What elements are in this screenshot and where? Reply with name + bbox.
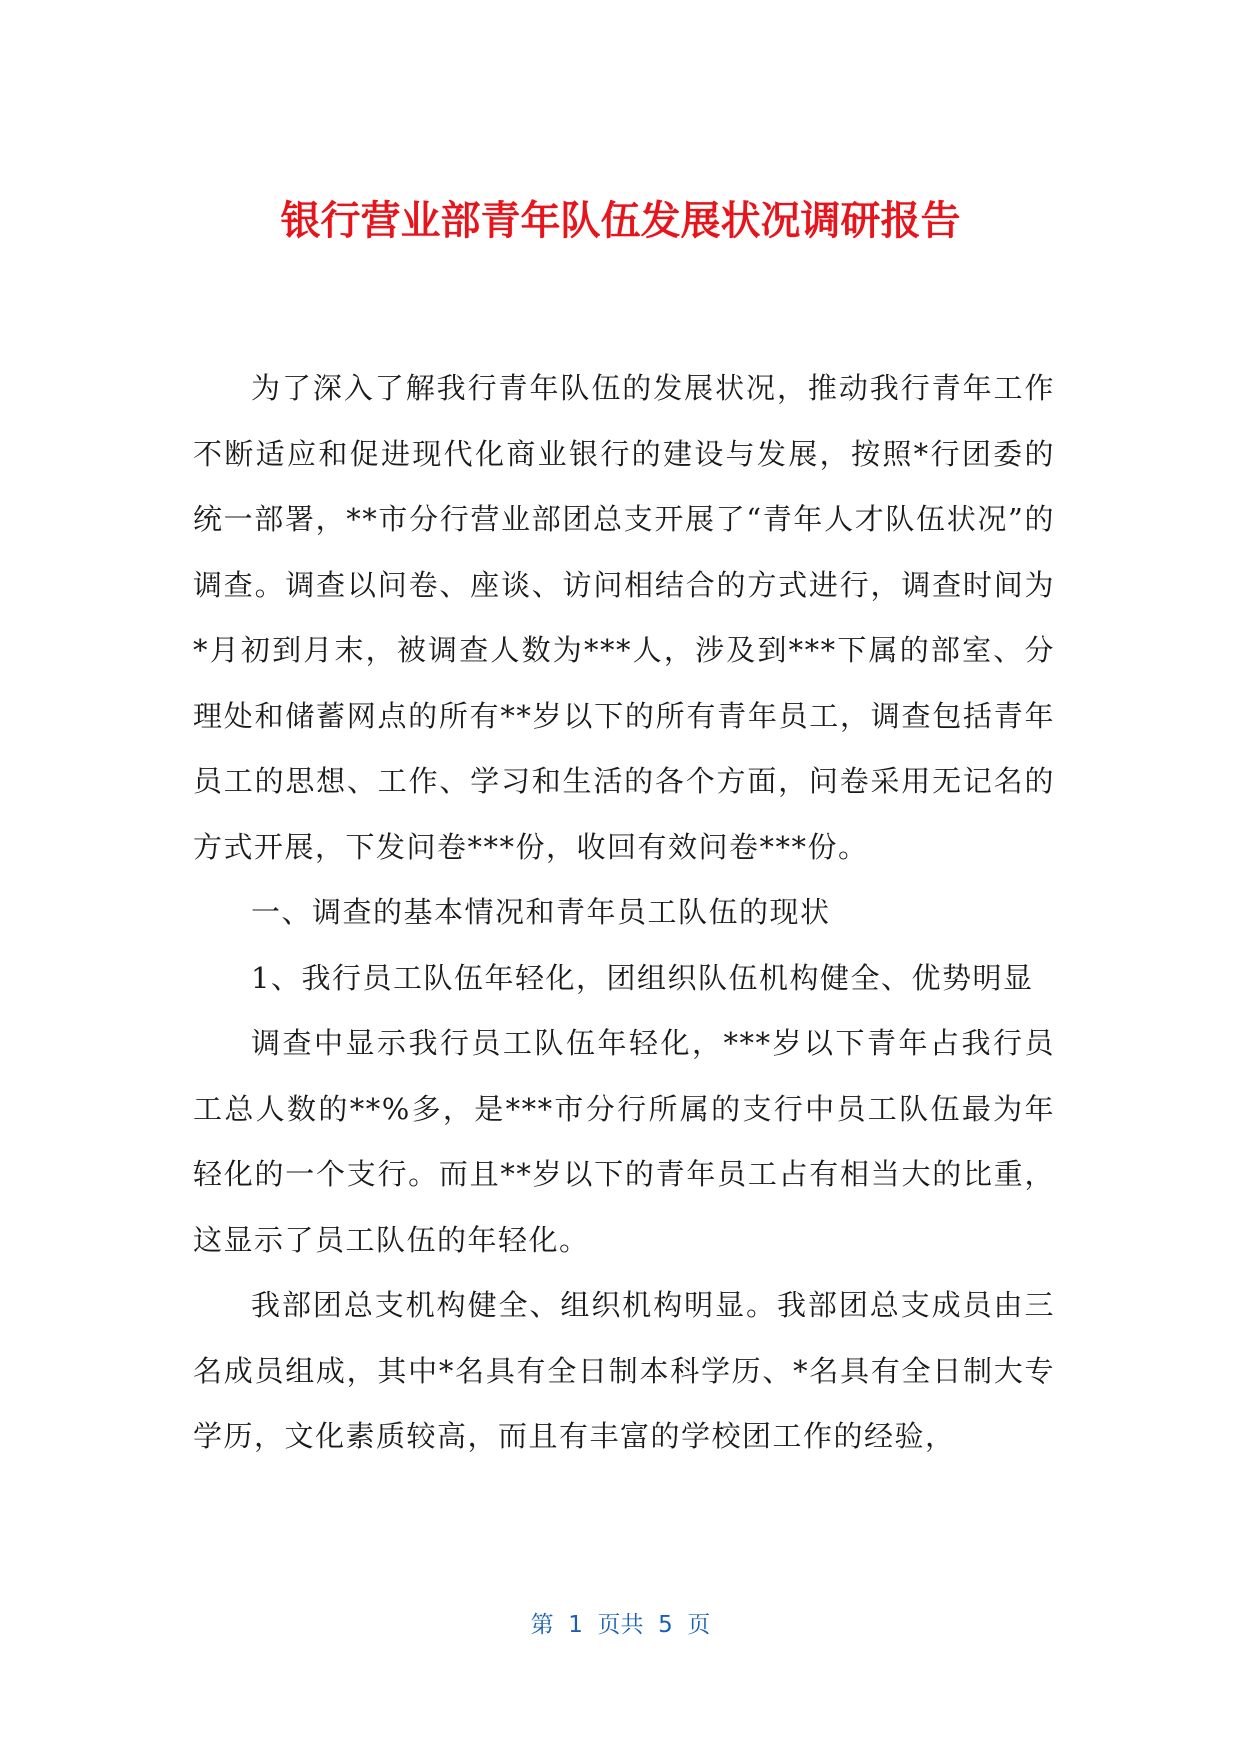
paragraph-league-branch: 我部团总支机构健全、组织机构明显。我部团总支成员由三名成员组成，其中*名具有全日制本科学历、*名具有全日制大专学历，文化素质较高，而且有丰富的学校团工作的经验， [193, 1288, 1055, 1453]
paragraph-intro: 为了深入了解我行青年队伍的发展状况，推动我行青年工作不断适应和促进现代化商业银行的建设与发展，按照*行团委的统一部署，**市分行营业部团总支开展了“青年人才队伍状况”的调查。调查以问卷、座谈、访问相结合的方式进行，调查时间为*月初到月末，被调查人数为***人，涉及到***下属的部室、分理处和储蓄网点的所有**岁以下的所有青年员工，调查包括青年员工的思想、工作、学习和生活的各个方面，问卷采用无记名的方式开展，下发问卷***份，收回有效问卷***份。 [193, 371, 1055, 864]
subsection-heading-1: 1、我行员工队伍年轻化，团组织队伍机构健全、优势明显 [251, 960, 1034, 995]
section-heading-1: 一、调查的基本情况和青年员工队伍的现状 [251, 895, 831, 929]
page-number-footer: 第 1 页共 5 页 [530, 1612, 711, 1638]
paragraph-youth-stats: 调查中显示我行员工队伍年轻化，***岁以下青年占我行员工总人数的**%多，是***市分行所属的支行中员工队伍最为年轻化的一个支行。而且**岁以下的青年员工占有相当大的比重，这显示了员工队伍的年轻化。 [193, 1026, 1055, 1257]
document-body [193, 356, 1055, 1470]
document-title: 银行营业部青年队伍发展状况调研报告 [280, 198, 961, 244]
